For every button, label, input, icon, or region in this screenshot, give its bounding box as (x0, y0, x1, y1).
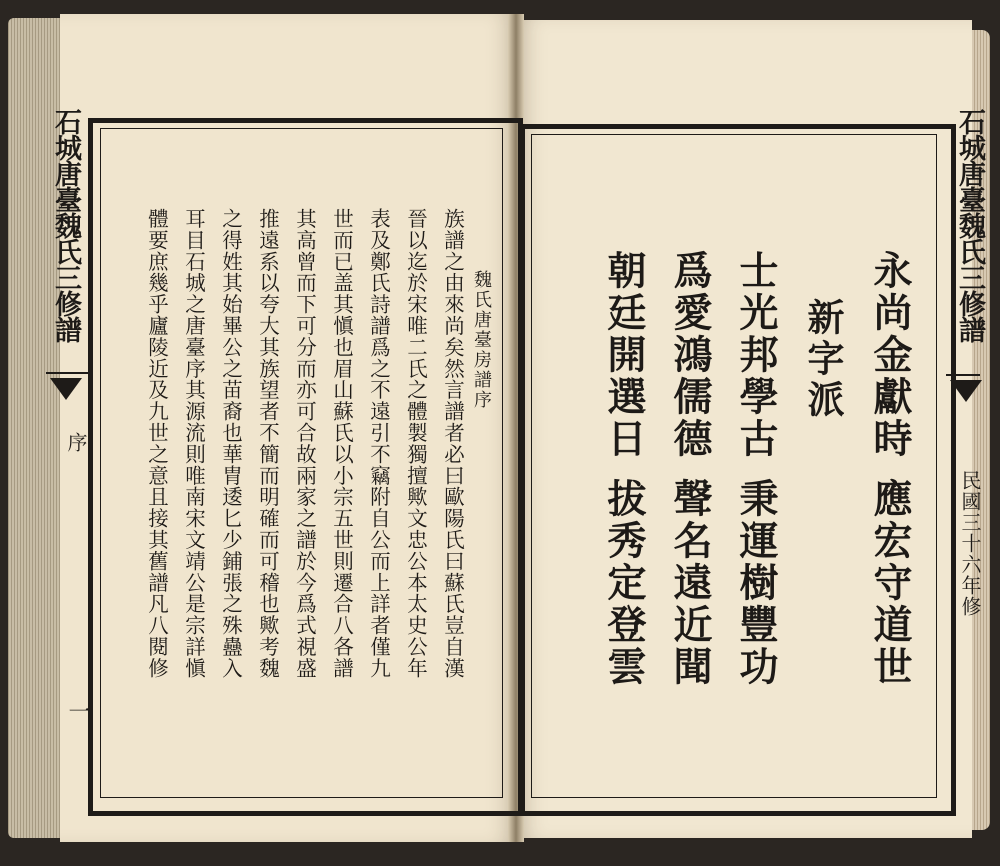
poem-line: 永尚金獻時 (867, 250, 913, 460)
poem-line: 應宏守道世 (867, 478, 913, 688)
preface-column: 世而已盖其愼也眉山蘇氏以小宗五世則遷合八各譜 (329, 208, 354, 679)
preface-column: 體要庶幾乎廬陵近及九世之意且接其舊譜凡八閱修 (144, 208, 169, 679)
preface-column: 之得姓其始畢公之苗裔也華胄逶匕少鋪張之殊蠱入 (218, 208, 243, 679)
preface-column: 其高曾而下可分而亦可合故兩家之譜於今爲式視盛 (292, 208, 317, 679)
poem-line: 拔秀定登雲 (601, 478, 647, 688)
margin-divider (46, 372, 92, 374)
left-margin-title: 石城唐臺魏氏三修譜 (50, 108, 81, 342)
fishtail-mark (950, 380, 982, 402)
preface-column: 耳目石城之唐臺序其源流則唯南宋文靖公是宗詳愼 (181, 208, 206, 679)
fishtail-mark (50, 378, 82, 400)
preface-heading: 魏氏唐臺房譜序 (471, 270, 492, 410)
poem-line: 秉運樹豐功 (733, 478, 779, 688)
preface-column: 表及鄭氏詩譜爲之不遠引不竊附自公而上詳者僅九 (366, 208, 391, 679)
margin-divider (946, 374, 980, 376)
poem-line: 爲愛鴻儒德 (667, 250, 713, 460)
preface-column: 晉以迄於宋唯二氏之體製獨擅歟文忠公本太史公年 (403, 208, 428, 679)
section-label: 序 (64, 432, 88, 452)
right-page-inner-border (531, 134, 937, 798)
page-number: 一 (65, 700, 90, 722)
poem-line: 朝廷開選日 (601, 250, 647, 460)
poem-line: 聲名遠近聞 (667, 478, 713, 688)
poem-line: 士光邦學古 (733, 250, 779, 460)
right-margin-title: 石城唐臺魏氏三修譜 (954, 108, 985, 342)
compilation-date: 民國三十六年修 (958, 470, 982, 617)
preface-column: 推遠系以夸大其族望者不簡而明確而可稽也歟考魏 (255, 208, 280, 679)
preface-column: 族譜之由來尚矣然言譜者必曰歐陽氏曰蘇氏豈自漢 (440, 208, 465, 679)
poem-subheading: 新字派 (801, 298, 845, 421)
